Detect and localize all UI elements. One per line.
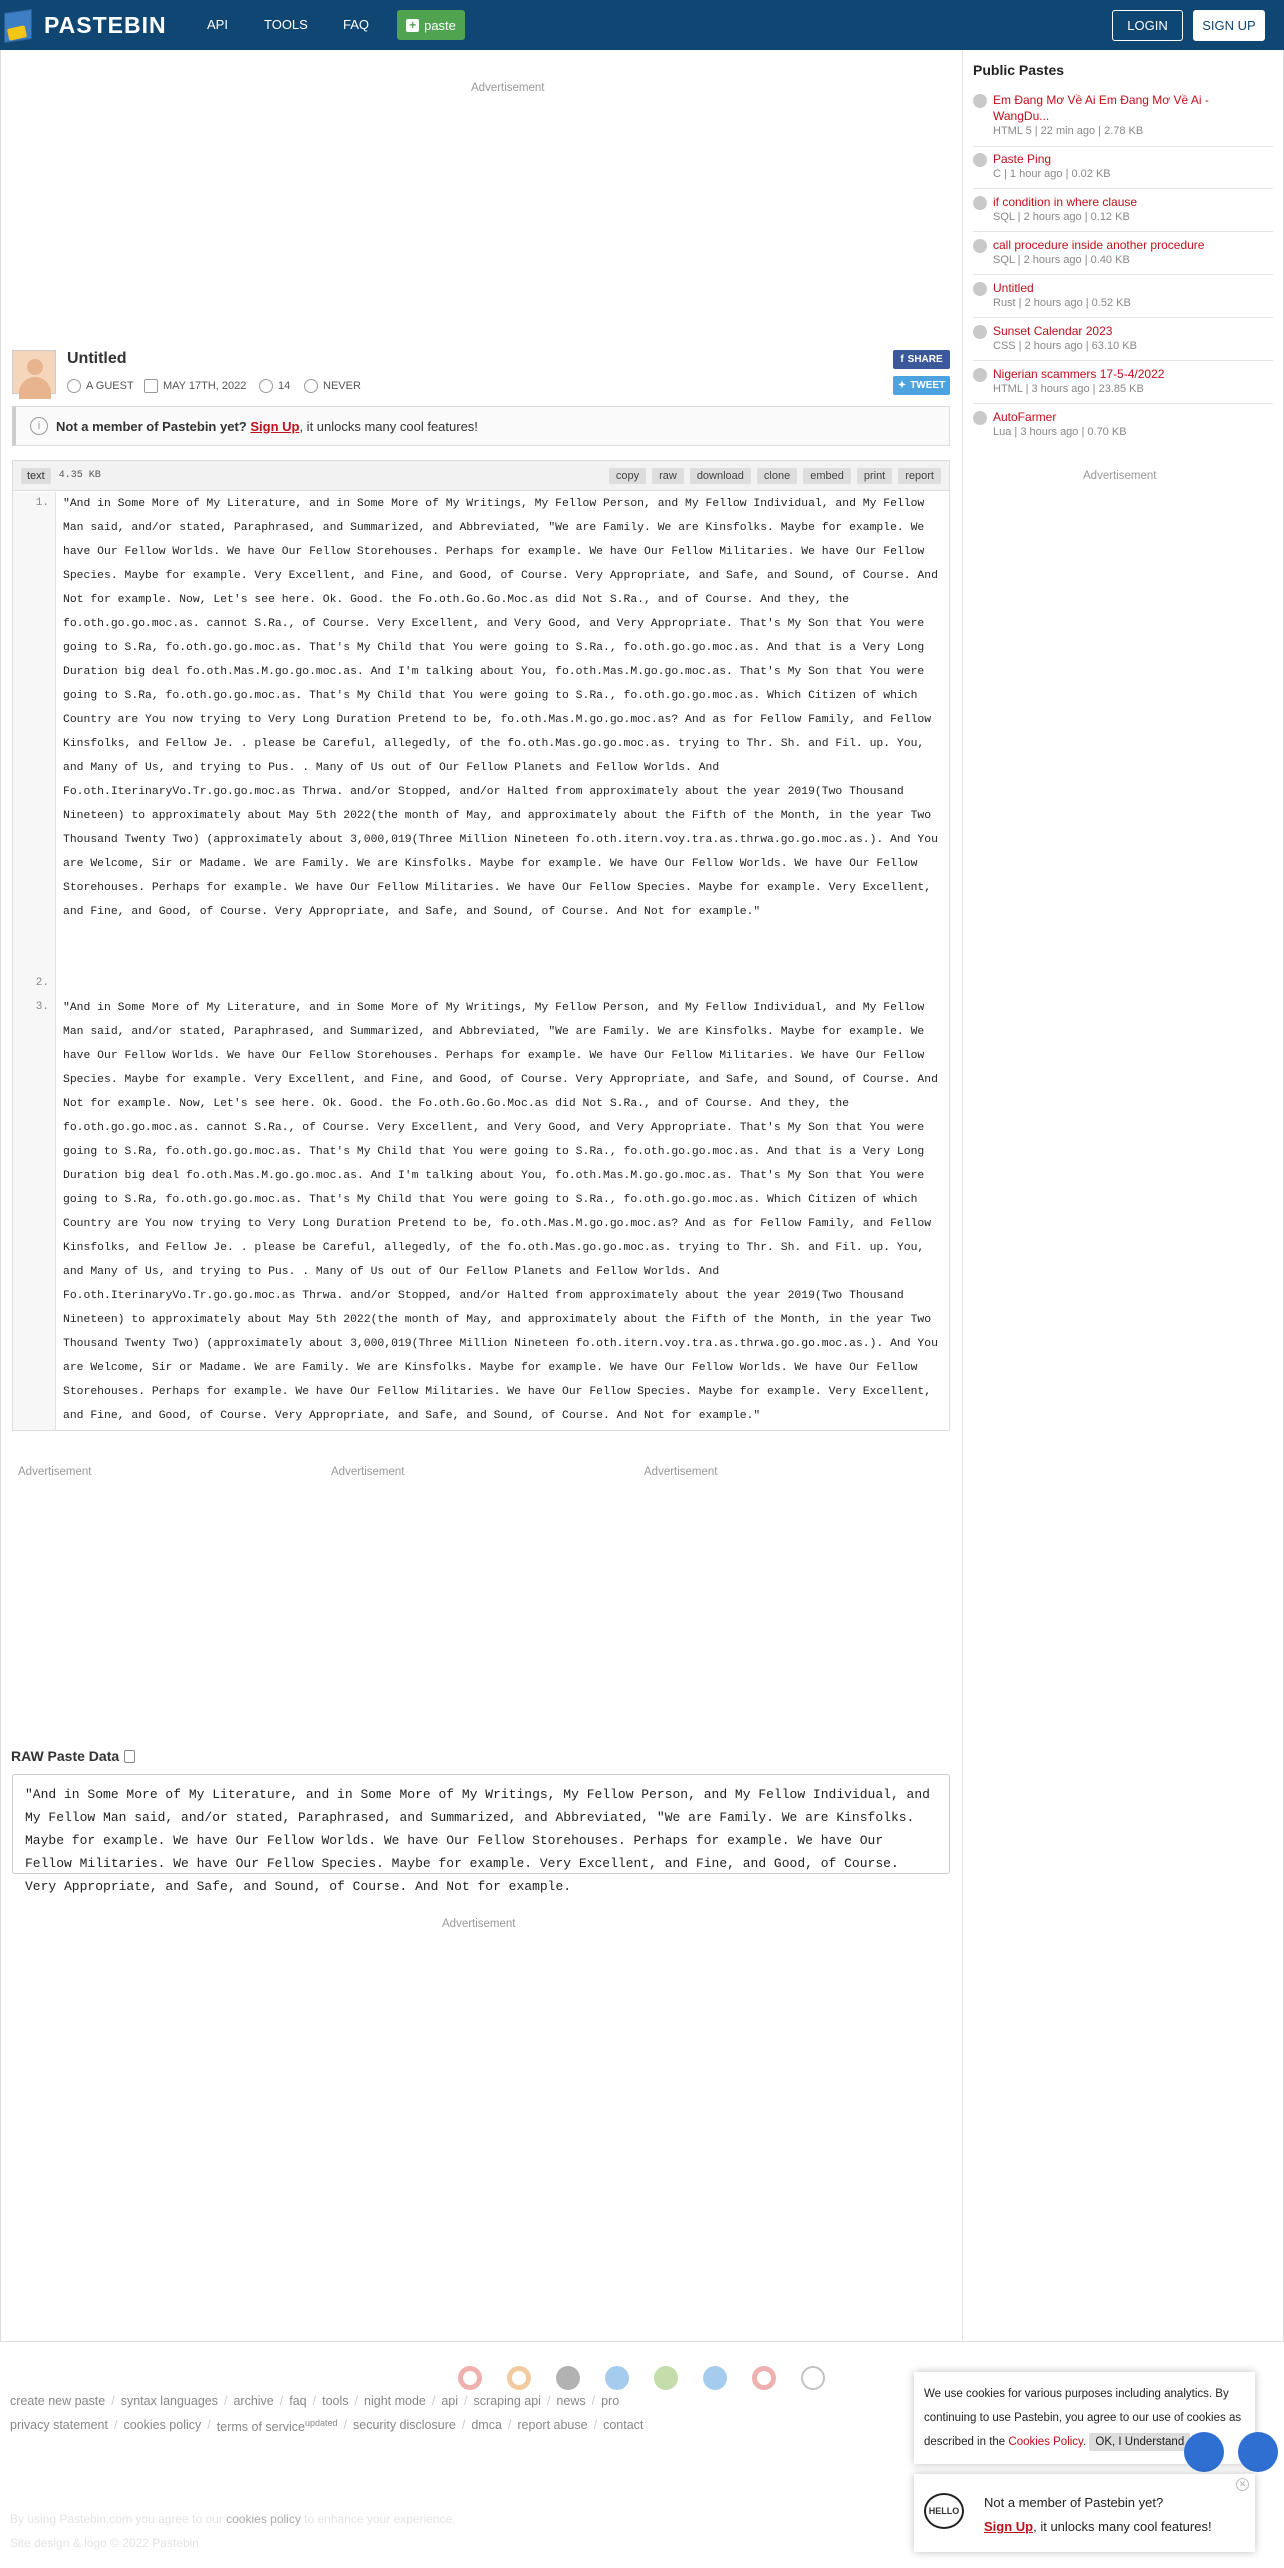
close-icon[interactable]: ✕: [1236, 2478, 1249, 2491]
divider: [973, 274, 1273, 275]
syntax-badge[interactable]: text: [21, 468, 51, 484]
facebook-icon: f: [900, 354, 904, 365]
paste-code-box: [12, 460, 950, 1431]
code-tools: [609, 468, 941, 484]
clone-button[interactable]: clone: [757, 468, 797, 484]
paste-expire-text: NEVER: [323, 380, 361, 392]
download-button[interactable]: download: [690, 468, 751, 484]
footer-link[interactable]: dmca: [471, 2418, 502, 2432]
user-icon: [67, 379, 81, 393]
code-line-1: "And in Some More of My Literature, and in Some More of My Writings, My Fellow Person, and My Fellow Individual, and My Fellow Man said, and/or stated, Paraphrased, and Summarized, and Abbreviated, "We are Family. We are Kinsfolks. Maybe for example. We have Our Fellow Worlds. We have Our Fellow Storehouses. Perhaps for example. We have Our Fellow Militaries. We have Our Fellow Species. Maybe for example. Very Excellent, and Fine, and Good, of Course. Very Appropriate, and Safe, and Sound, of Course. And Not for example. Now, Let's see here. Ok. Good. the Fo.oth.Go.Go.Moc.as did Not S.Ra., and of Course. And they, the fo.oth.go.go.moc.as. cannot S.Ra., of Course. Very Excellent, and Very Good, and Very Appropriate. That's My Son that You were going to S.Ra, fo.oth.go.go.moc.as. That's My Child that You were going to S.Ra., fo.oth.go.go.moc.as. And that is a Very Long Duration big deal fo.oth.Mas.M.go.go.moc.as. And I'm talking about You, fo.oth.Mas.M.go.go.moc.as. That's My Son that You were going to S.Ra, fo.oth.go.go.moc.as. That's My Child that You were going to S.Ra., fo.oth.go.go.moc.as. Which Citizen of which Country are You now trying to Very Long Duration Pretend to be, fo.oth.Mas.M.go.go.moc.as? And as for Fellow Family, and Fellow Kinsfolks, and Fellow Je. . please be Careful, allegedly, of the fo.oth.Mas.go.go.moc.as. trying to Thr. Sh. and Fil. up. You, and Many of Us, and trying to Pus. . Many of Us out of Our Fellow Planets and Fellow Worlds. And Fo.oth.IterinaryVo.Tr.go.go.moc.as Thrwa. and/or Stopped, and/or Halted from approximately about the year 2019(Two Thousand Nineteen) to approximately about May 5th 2022(the month of May, and approximately about the Fifth of the Month, in the year Two Thousand Twenty Two) (approximately about 3,000,019(Three Million Nineteen fo.oth.itern.voy.tra.as.thrwa.go.go.moc.as.). And You are Welcome, Sir or Madame. We are Family. We are Kinsfolks. Maybe for example. We have Our Fellow Worlds. We have Our Fellow Storehouses. Perhaps for example. We have Our Fellow Militaries. We have Our Fellow Species. Maybe for example. Very Excellent, and Fine, and Good, of Course. Very Appropriate, and Safe, and Sound, of Course. And Not for example.": [63, 498, 938, 918]
footer-copyright: Site design & logo © 2022 Pastebin: [10, 2536, 199, 2550]
paste-author[interactable]: [67, 379, 134, 393]
code-body: [13, 492, 949, 1430]
footer-link[interactable]: scraping api: [473, 2394, 541, 2408]
advertisement-label-top: Advertisement: [471, 82, 545, 94]
advertisement-label: Advertisement: [18, 1466, 92, 1478]
raw-paste-textarea[interactable]: "And in Some More of My Literature, and in Some More of My Writings, My Fellow Person, and My Fellow Individual, and My Fellow Man said, and/or stated, Paraphrased, and Summarized, and Abbreviated, "We are Family. We are Kinsfolks. Maybe for example. We have Our Fellow Worlds. We have Our Fellow Storehouses. Perhaps for example. We have Our Fellow Militaries. We have Our Fellow Species. Maybe for example. Very Excellent, and Fine, and Good, of Course. Very Appropriate, and Safe, and Sound, of Course. And Not for example.: [12, 1774, 950, 1874]
guest-avatar: [12, 350, 56, 394]
advertisement-label: Advertisement: [331, 1466, 405, 1478]
member-popup: [914, 2474, 1255, 2552]
footer-links-row-1: create new paste / syntax languages / archive / faq / tools / night mode / api / scraping api / news / pro: [10, 2394, 620, 2408]
footer-link[interactable]: news: [556, 2394, 586, 2408]
footer-link[interactable]: cookies policy: [123, 2418, 202, 2432]
sidebar-divider: [962, 50, 963, 2342]
paste-views: [259, 379, 290, 393]
advertisement-label-sidebar: Advertisement: [1083, 470, 1157, 482]
pastebin-logo-icon: [2, 5, 36, 45]
member-popup-title: Not a member of Pastebin yet?: [984, 2495, 1164, 2510]
globe-icon: [973, 325, 987, 339]
member-popup-rest: , it unlocks many cool features!: [1033, 2519, 1212, 2534]
raw-button[interactable]: raw: [652, 468, 684, 484]
globe-icon: [973, 94, 987, 108]
divider: [973, 231, 1273, 232]
windows-icon[interactable]: [605, 2366, 629, 2390]
print-button[interactable]: print: [857, 468, 892, 484]
clock-icon: [304, 379, 318, 393]
logo-text: PASTEBIN: [44, 11, 167, 38]
signup-button[interactable]: SIGN UP: [1193, 10, 1265, 41]
calendar-icon: [144, 379, 158, 393]
opera-icon[interactable]: [752, 2366, 776, 2390]
nav-api[interactable]: API: [207, 17, 228, 32]
footer-note-pre: By using Pastebin.com you agree to our: [10, 2512, 227, 2526]
public-paste-name[interactable]: call procedure inside another procedure: [993, 238, 1205, 252]
floating-action-button[interactable]: [1238, 2432, 1278, 2472]
cookie-ok-button[interactable]: OK, I Understand: [1089, 2433, 1190, 2451]
footer-note: [10, 2512, 456, 2526]
member-popup-signup-link[interactable]: Sign Up: [984, 2519, 1034, 2534]
line-number: 2.: [35, 977, 49, 989]
twitter-icon: ✦: [897, 380, 907, 391]
footer-link[interactable]: privacy statement: [10, 2418, 108, 2432]
public-paste-name[interactable]: Nigerian scammers 17-5-4/2022: [993, 367, 1165, 381]
footer-link[interactable]: contact: [603, 2418, 644, 2432]
firefox-icon[interactable]: [507, 2366, 531, 2390]
footer-link[interactable]: faq: [289, 2394, 307, 2408]
advertisement-label: Advertisement: [644, 1466, 718, 1478]
twitter-share-button[interactable]: [893, 376, 950, 395]
paste-size: 4.35 KB: [58, 470, 101, 481]
paste-date-text: MAY 17TH, 2022: [163, 380, 247, 392]
public-paste-name[interactable]: Em Đang Mơ Về Ai Em Đang Mơ Về Ai - WangDu...: [993, 93, 1209, 123]
cookie-policy-link[interactable]: Cookies Policy: [1008, 2436, 1083, 2448]
report-button[interactable]: report: [898, 468, 941, 484]
public-paste-info: SQL | 2 hours ago | 0.12 KB: [993, 211, 1130, 223]
embed-button[interactable]: embed: [803, 468, 851, 484]
footer-links-row-2: privacy statement / cookies policy / terms of service$^{updated}$ / security disclosure / dmca / report abuse / contact: [10, 2418, 644, 2435]
member-popup-text: [984, 2519, 1212, 2534]
plus-icon: +: [406, 19, 419, 32]
advertisement-label: Advertisement: [442, 1918, 516, 1930]
hello-icon: HELLO: [924, 2493, 964, 2529]
public-pastes-title: Public Pastes: [973, 62, 1065, 78]
new-paste-label: paste: [424, 17, 456, 33]
footer-link[interactable]: report abuse: [517, 2418, 588, 2432]
android-icon[interactable]: [654, 2366, 678, 2390]
notice-signup-link[interactable]: Sign Up: [250, 418, 300, 434]
cookie-dot: .: [1082, 2436, 1087, 2448]
pastebin-logo[interactable]: [0, 0, 175, 50]
public-paste-info: SQL | 2 hours ago | 0.40 KB: [993, 254, 1130, 266]
footer-cookies-link[interactable]: cookies policy: [226, 2512, 301, 2526]
globe-icon: [973, 368, 987, 382]
divider: [973, 188, 1273, 189]
divider: [973, 317, 1273, 318]
raw-paste-title-text: RAW Paste Data: [11, 1748, 120, 1764]
notice-rest: , it unlocks many cool features!: [299, 418, 478, 434]
public-paste-info: HTML | 3 hours ago | 23.85 KB: [993, 383, 1144, 395]
footer-link[interactable]: night mode: [364, 2394, 426, 2408]
eye-icon: [259, 379, 273, 393]
nav-faq[interactable]: FAQ: [343, 17, 370, 32]
public-paste-info: C | 1 hour ago | 0.02 KB: [993, 168, 1111, 180]
footer-note-post: to enhance your experience.: [300, 2512, 456, 2526]
paste-date: [144, 379, 246, 393]
public-paste-info: Lua | 3 hours ago | 0.70 KB: [993, 426, 1127, 438]
chrome-icon[interactable]: [458, 2366, 482, 2390]
divider: [973, 146, 1273, 147]
globe-icon: [973, 196, 987, 210]
globe-icon: [973, 239, 987, 253]
code-toolbar: [13, 461, 949, 491]
footer-link[interactable]: api: [441, 2394, 459, 2408]
footer-link[interactable]: archive: [233, 2394, 274, 2408]
public-paste-name[interactable]: Paste Ping: [993, 152, 1052, 166]
line-number: 3.: [35, 1001, 49, 1013]
divider: [973, 360, 1273, 361]
facebook-share-label: SHARE: [907, 354, 943, 365]
paste-expire: [304, 379, 361, 393]
updated-badge: updated: [304, 2418, 338, 2428]
footer-link[interactable]: tools: [322, 2394, 349, 2408]
public-paste-info: HTML 5 | 22 min ago | 2.78 KB: [993, 125, 1144, 137]
copy-button[interactable]: copy: [609, 468, 646, 484]
paste-views-count: 14: [278, 380, 291, 392]
facebook-share-button[interactable]: [893, 350, 950, 369]
paste-title: Untitled: [67, 350, 127, 367]
public-paste-info: Rust | 2 hours ago | 0.52 KB: [993, 297, 1131, 309]
x-icon[interactable]: [703, 2366, 727, 2390]
new-paste-button[interactable]: [397, 10, 465, 40]
globe-icon: [973, 411, 987, 425]
paste-author-name: A GUEST: [86, 380, 134, 392]
public-paste-name[interactable]: AutoFarmer: [993, 410, 1057, 424]
footer-link[interactable]: pro: [601, 2394, 620, 2408]
twitter-share-label: TWEET: [910, 380, 946, 391]
globe-icon: [973, 282, 987, 296]
floating-action-button[interactable]: [1184, 2432, 1224, 2472]
code-line-3: "And in Some More of My Literature, and in Some More of My Writings, My Fellow Person, and My Fellow Individual, and My Fellow Man said, and/or stated, Paraphrased, and Summarized, and Abbreviated, "We are Family. We are Kinsfolks. Maybe for example. We have Our Fellow Worlds. We have Our Fellow Storehouses. Perhaps for example. We have Our Fellow Militaries. We have Our Fellow Species. Maybe for example. Very Excellent, and Fine, and Good, of Course. Very Appropriate, and Safe, and Sound, of Course. And Not for example. Now, Let's see here. Ok. Good. the Fo.oth.Go.Go.Moc.as did Not S.Ra., and of Course. And they, the fo.oth.go.go.moc.as. cannot S.Ra., of Course. Very Excellent, and Very Good, and Very Appropriate. That's My Son that You were going to S.Ra, fo.oth.go.go.moc.as. That's My Child that You were going to S.Ra., fo.oth.go.go.moc.as. And that is a Very Long Duration big deal fo.oth.Mas.M.go.go.moc.as. And I'm talking about You, fo.oth.Mas.M.go.go.moc.as. That's My Son that You were going to S.Ra, fo.oth.go.go.moc.as. That's My Child that You were going to S.Ra., fo.oth.go.go.moc.as. Which Citizen of which Country are You now trying to Very Long Duration Pretend to be, fo.oth.Mas.M.go.go.moc.as? And as for Fellow Family, and Fellow Kinsfolks, and Fellow Je. . please be Careful, allegedly, of the fo.oth.Mas.go.go.moc.as. trying to Thr. Sh. and Fil. up. You, and Many of Us, and trying to Pus. . Many of Us out of Our Fellow Planets and Fellow Worlds. And Fo.oth.IterinaryVo.Tr.go.go.moc.as Thrwa. and/or Stopped, and/or Halted from approximately about the year 2019(Two Thousand Nineteen) to approximately about May 5th 2022(the month of May, and approximately about the Fifth of the Month, in the year Two Thousand Twenty Two) (approximately about 3,000,019(Three Million Nineteen fo.oth.itern.voy.tra.as.thrwa.go.go.moc.as.). And You are Welcome, Sir or Madame. We are Family. We are Kinsfolks. Maybe for example. We have Our Fellow Worlds. We have Our Fellow Storehouses. Perhaps for example. We have Our Fellow Militaries. We have Our Fellow Species. Maybe for example. Very Excellent, and Fine, and Good, of Course. Very Appropriate, and Safe, and Sound, of Course. And Not for example.": [63, 1002, 938, 1422]
line-gutter: [13, 492, 56, 1430]
notice-bold: Not a member of Pastebin yet?: [56, 418, 247, 434]
line-number: 1.: [35, 497, 49, 509]
public-paste-name[interactable]: if condition in where clause: [993, 195, 1138, 209]
public-paste-name[interactable]: Sunset Calendar 2023: [993, 324, 1113, 338]
footer-link-label: terms of service: [216, 2420, 305, 2435]
ios-icon[interactable]: [556, 2366, 580, 2390]
divider: [973, 403, 1273, 404]
globe-icon: [973, 153, 987, 167]
raw-paste-title: [11, 1748, 135, 1764]
footer-link[interactable]: syntax languages: [120, 2394, 218, 2408]
footer-link[interactable]: [217, 2418, 338, 2434]
linux-icon[interactable]: [801, 2366, 825, 2390]
copy-icon[interactable]: [124, 1750, 135, 1763]
login-button[interactable]: LOGIN: [1112, 10, 1183, 41]
footer-link[interactable]: security disclosure: [353, 2418, 456, 2432]
public-paste-name[interactable]: Untitled: [993, 281, 1034, 295]
info-icon: i: [30, 417, 48, 435]
app-icons: [458, 2366, 825, 2390]
member-notice: [12, 406, 950, 446]
nav-tools[interactable]: TOOLS: [264, 17, 308, 32]
top-navbar: [0, 0, 1284, 50]
footer-link[interactable]: create new paste: [10, 2394, 106, 2408]
cookie-text: We use cookies for various purposes including analytics. By continuing to use Pastebin, you agree to our use of cookies as described in the: [924, 2388, 1242, 2448]
public-paste-info: CSS | 2 hours ago | 63.10 KB: [993, 340, 1137, 352]
